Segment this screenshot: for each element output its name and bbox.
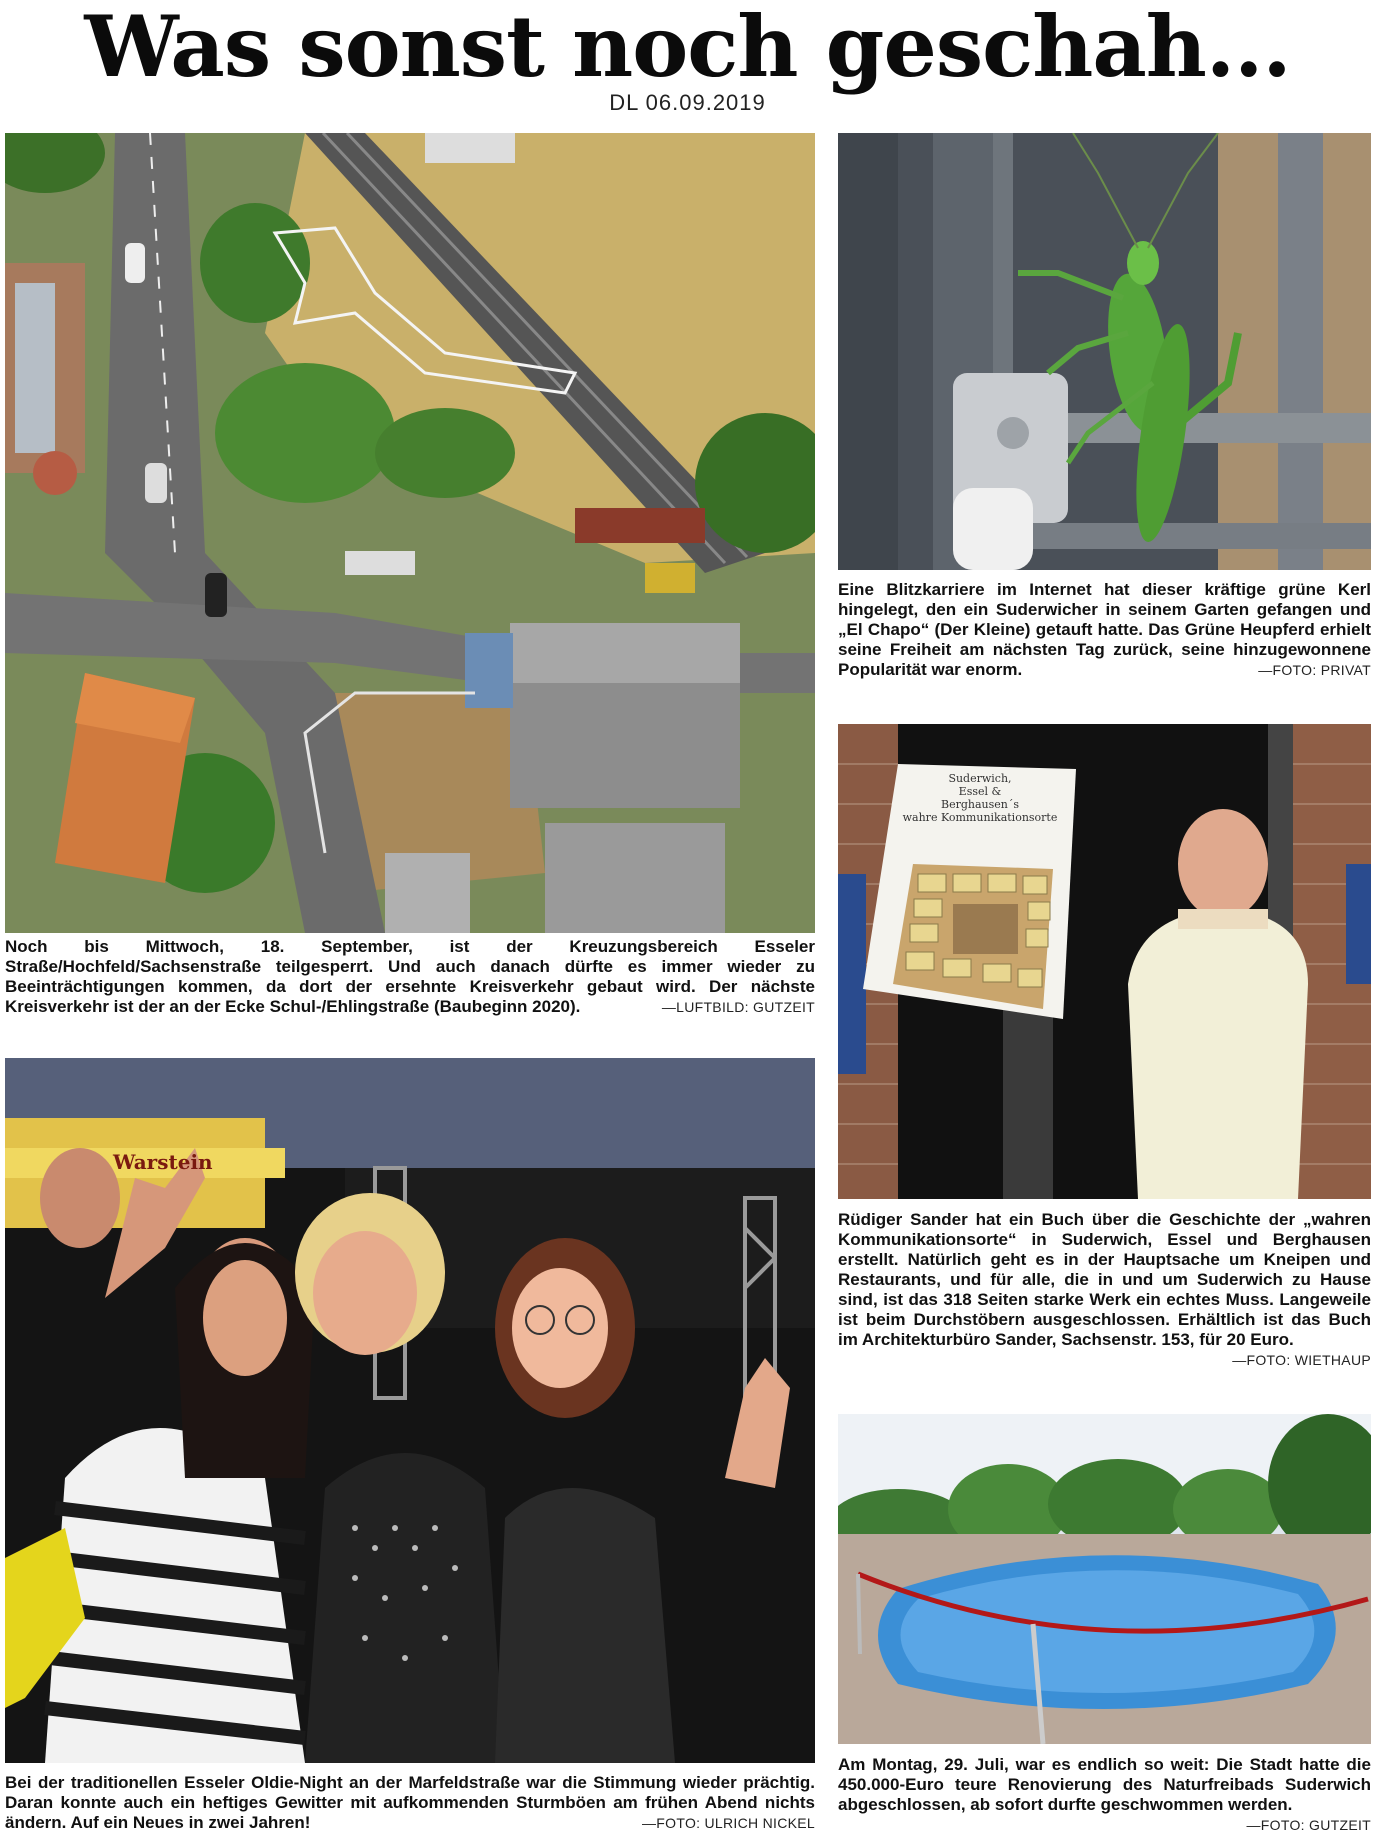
poster-line-4: wahre Kommunikationsorte: [902, 811, 1058, 824]
party-caption-text: Bei der traditionellen Esseler Oldie-Night an der Marfeldstraße war die Stimmung wieder prächtig. Daran konnte auch ein heftiges Gewitter mit aufkommenden Sturmböen am frühen Abend nichts ändern. Auf ein Neues in zwei Jahren!: [5, 1773, 815, 1832]
grasshopper-caption-text: Eine Blitzkarriere im Internet hat dieser kräftige grüne Kerl hingelegt, den ein Suderwicher in seinem Garten gefangen und „El Chapo“ (Der Kleine) getauft hatte. Das Grüne Heupferd erhielt seine Freiheit am nächsten Tag zurück, seine hinzugewonnene Popularität war enorm.: [838, 580, 1371, 679]
page-title: Was sonst noch geschah...: [84, 0, 1291, 96]
page-date: DL 06.09.2019: [609, 90, 766, 115]
aerial-caption-text: Noch bis Mittwoch, 18. September, ist der Kreuzungsbereich Esseler Straße/Hochfeld/Sachsenstraße teilgesperrt. Und auch danach dürfte es immer wieder zu Beeinträchtigungen kommen, da dort der ersehnte Kreisverkehr gebaut wird. Der nächste Kreisverkehr ist der an der Ecke Schul-/Ehlingstraße (Baubeginn 2020).: [5, 937, 815, 1016]
poster-line-3: Berghausen´s: [940, 798, 1019, 811]
aerial-caption: [5, 937, 815, 1017]
grasshopper-photo: [838, 133, 1371, 570]
grasshopper-credit: —FOTO: PRIVAT: [1258, 662, 1371, 678]
grasshopper-caption: [838, 580, 1371, 680]
aerial-photo: [5, 133, 815, 933]
pool-caption-text: Am Montag, 29. Juli, war es endlich so weit: Die Stadt hatte die 450.000-Euro teure Renovierung des Naturfreibads Suderwich abgeschlossen, ab sofort durfte geschwommen werden.: [838, 1755, 1371, 1814]
poster-line-1: Suderwich,: [948, 772, 1012, 785]
poster-title: [900, 772, 1060, 824]
beer-sign: Warstein: [113, 1150, 213, 1174]
book-credit: —FOTO: WIETHAUP: [1232, 1352, 1371, 1368]
party-caption: [5, 1773, 815, 1833]
poster-line-2: Essel &: [958, 785, 1002, 798]
aerial-credit: —LUFTBILD: GUTZEIT: [661, 999, 815, 1015]
book-caption-text: Rüdiger Sander hat ein Buch über die Geschichte der „wahren Kommunikationsorte“ in Suderwich, Essel und Berghausen erstellt. Natürlich geht es in der Hauptsache um Kneipen und Restaurants, und für alle, die in und um Suderwich zu Hause sind, ist das 318 Seiten starke Werk ein echtes Muss. Langeweile ist beim Durchstöbern ausgeschlossen. Erhältlich ist das Buch im Architekturbüro Sander, Sachsenstr. 153, für 20 Euro.: [838, 1210, 1371, 1349]
pool-credit: —FOTO: GUTZEIT: [1246, 1817, 1371, 1833]
party-photo: [5, 1058, 815, 1763]
book-caption: [838, 1210, 1371, 1370]
book-photo: [838, 724, 1371, 1199]
party-credit: —FOTO: ULRICH NICKEL: [642, 1815, 815, 1831]
pool-photo: [838, 1414, 1371, 1744]
pool-caption: [838, 1755, 1371, 1835]
